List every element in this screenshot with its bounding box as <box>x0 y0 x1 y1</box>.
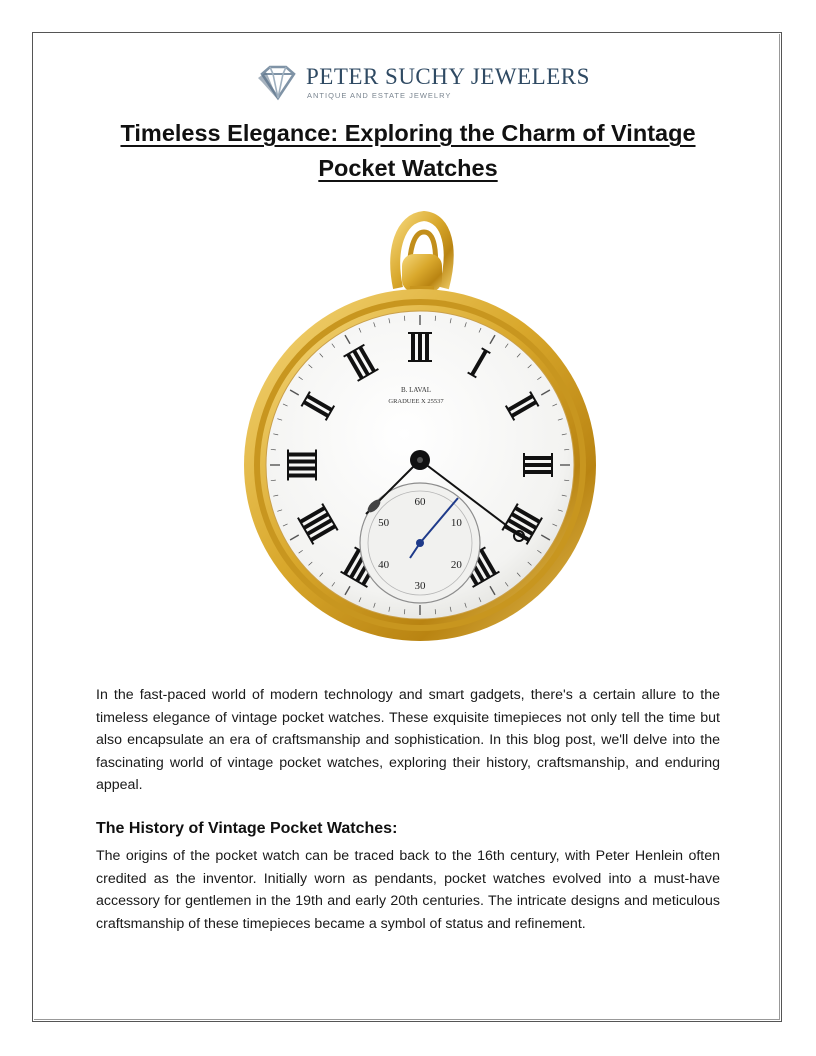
article-title: Timeless Elegance: Exploring the Charm of Vintage Pocket Watches <box>120 120 696 181</box>
subdial-number: 30 <box>414 580 426 592</box>
subdial-number: 50 <box>378 517 390 529</box>
subdial-number: 60 <box>414 496 426 508</box>
dial-text: GRADUEE X 25537 <box>388 398 444 405</box>
subdial-number: 10 <box>450 517 462 529</box>
pocket-watch-icon <box>240 210 600 660</box>
diamond-logo-icon <box>256 64 300 104</box>
intro-paragraph: In the fast-paced world of modern technology and smart gadgets, there's a certain allure to the timeless elegance of vintage pocket watches. These exquisite timepieces not only tell the time but also encapsulate an era of craftsmanship and sophistication. In this blog post, we'll delve into the fascinating world of vintage pocket watches, exploring their history, craftsmanship, and enduring appeal. <box>96 687 720 794</box>
section-body-history: The origins of the pocket watch can be traced back to the 16th century, with Peter Henlein often credited as the inventor. Initially worn as pendants, pocket watches evolved into a must-have accessory for gentlemen in the 19th and early 20th centuries. The intricate designs and meticulous craftsmanship of these timepieces became a symbol of status and refinement. <box>96 848 720 932</box>
subdial-number: 40 <box>378 559 390 571</box>
section-heading-history: The History of Vintage Pocket Watches: <box>96 820 398 837</box>
brand-name: PETER SUCHY JEWELERS <box>306 64 590 89</box>
brand-tagline: ANTIQUE AND ESTATE JEWELRY <box>307 91 452 100</box>
subdial-number: 20 <box>450 559 462 571</box>
brand-logo[interactable] <box>256 62 590 108</box>
dial-maker-text: B. LAVAL <box>400 386 432 394</box>
